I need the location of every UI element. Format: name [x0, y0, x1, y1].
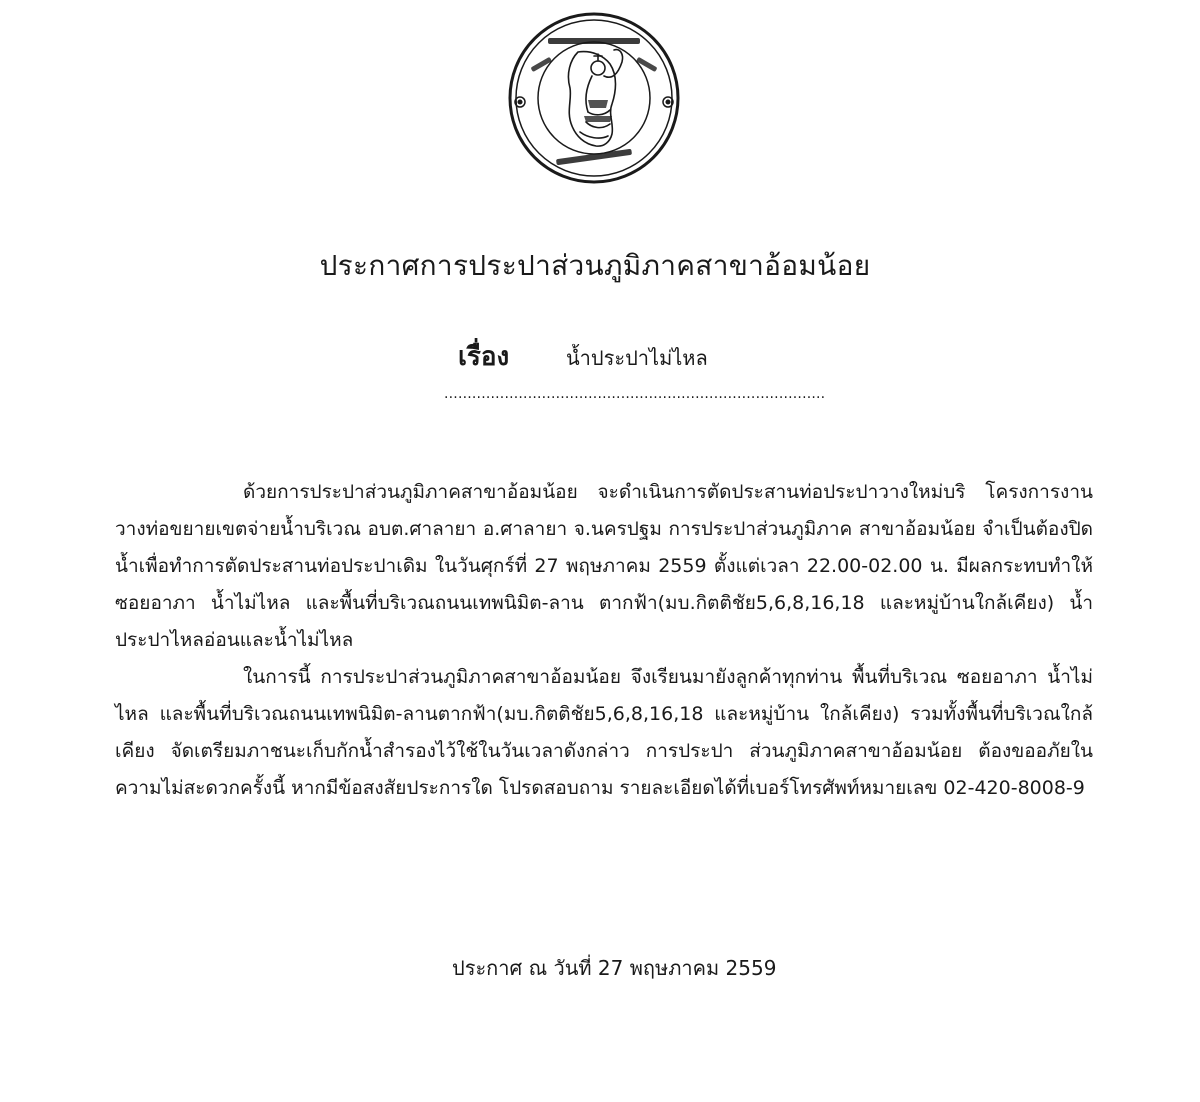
- dotted-separator: ..................................................................................: [444, 386, 826, 402]
- subject-line: [0, 336, 1200, 376]
- pwa-seal-logo: [500, 4, 688, 192]
- body-paragraph-1: ด้วยการประปาส่วนภูมิภาคสาขาอ้อมน้อย จะดำเนินการตัดประสานท่อประปาวางใหม่บริ โครงการงานวางท่อขยายเขตจ่ายน้ำบริเวณ อบต.ศาลายา อ.ศาลายา จ.นครปฐม การประปาส่วนภูมิภาค สาขาอ้อมน้อย จำเป็นต้องปิดน้ำเพื่อทำการตัดประสานท่อประปาเดิม ในวันศุกร์ที่ 27 พฤษภาคม 2559 ตั้งแต่เวลา 22.00-02.00 น. มีผลกระทบทำให้ ซอยอาภา น้ำไม่ไหล และพื้นที่บริเวณถนนเทพนิมิต-ลาน ตากฟ้า(มบ.กิตติชัย5,6,8,16,18 และหมู่บ้านใกล้เคียง) น้ำประปาไหลอ่อนและน้ำไม่ไหล: [115, 481, 1093, 651]
- seal-emblem-icon: [500, 4, 688, 192]
- announcement-dateline: ประกาศ ณ วันที่ 27 พฤษภาคม 2559: [452, 956, 777, 980]
- announcement-title: ประกาศการประปาส่วนภูมิภาคสาขาอ้อมน้อย: [319, 249, 871, 282]
- subject-label: เรื่อง: [458, 342, 510, 372]
- subject-text: น้ำประปาไม่ไหล: [566, 346, 708, 370]
- announcement-body: [115, 474, 1093, 807]
- body-paragraph-2: ในการนี้ การประปาส่วนภูมิภาคสาขาอ้อมน้อย จึงเรียนมายังลูกค้าทุกท่าน พื้นที่บริเวณ ซอยอาภา น้ำไม่ไหล และพื้นที่บริเวณถนนเทพนิมิต-ลานตากฟ้า(มบ.กิตติชัย5,6,8,16,18 และหมู่บ้าน ใกล้เคียง) รวมทั้งพื้นที่บริเวณใกล้เคียง จัดเตรียมภาชนะเก็บกักน้ำสำรองไว้ใช้ในวันเวลาดังกล่าว การประปา ส่วนภูมิภาคสาขาอ้อมน้อย ต้องขออภัยในความไม่สะดวกครั้งนี้ หากมีข้อสงสัยประการใด โปรดสอบถาม รายละเอียดได้ที่เบอร์โทรศัพท์หมายเลข 02-420-8008-9: [115, 666, 1093, 799]
